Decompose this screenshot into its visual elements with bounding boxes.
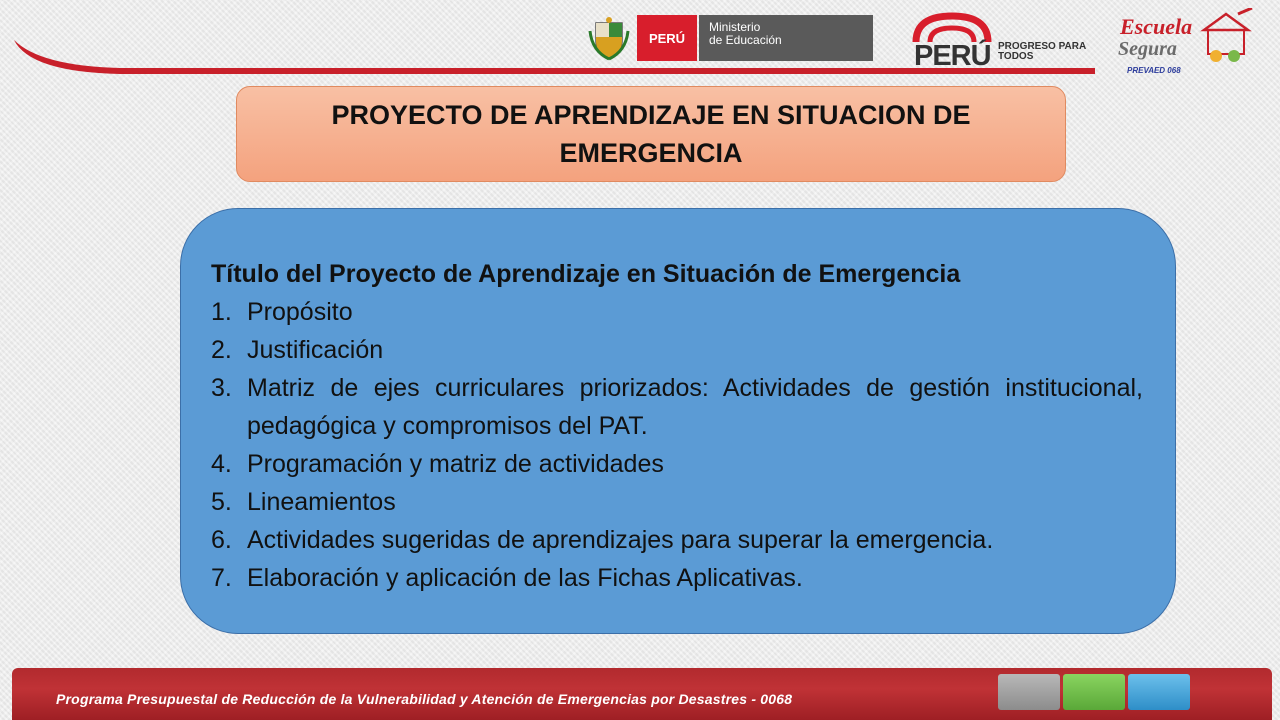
list-item-number: 1. [211, 298, 232, 326]
list-item [211, 293, 1143, 331]
list-item-text: Elaboración y aplicación de las Fichas Aplicativas. [247, 564, 803, 592]
list-item-text: Programación y matriz de actividades [247, 450, 664, 478]
peru-progreso-big-text: PERÚ [914, 40, 991, 72]
list-item-text: Actividades sugeridas de aprendizajes para superar la emergencia. [247, 526, 994, 554]
list-item [211, 445, 1143, 483]
list-item-number: 2. [211, 336, 232, 364]
peru-coat-of-arms-icon [588, 17, 630, 61]
list-item-text: Justificación [247, 336, 384, 364]
segura-text: Segura [1118, 38, 1177, 60]
content-panel [180, 208, 1176, 634]
list-item-number: 6. [211, 526, 232, 554]
list-item [211, 559, 1143, 597]
footer-program-text: Programa Presupuestal de Reducción de la Vulnerabilidad y Atención de Emergencias por Desastres - 0068 [56, 691, 793, 707]
list-item [211, 483, 1143, 521]
ministerio-line1: Ministerio [709, 20, 761, 34]
list-item [211, 521, 1143, 559]
peru-logo: PERÚ [637, 15, 697, 61]
footer-green-tile [1063, 674, 1125, 710]
list-item-text: Lineamientos [247, 488, 396, 516]
list-item-number: 7. [211, 564, 232, 592]
prevaed-text: PREVAED 068 [1127, 66, 1181, 75]
escuela-text: Escuela [1120, 14, 1193, 39]
list-item [211, 369, 1143, 445]
list-item [211, 331, 1143, 369]
peru-progreso-small-text: PROGRESO PARA TODOS [998, 41, 1086, 62]
ministerio-line2: de Educación [709, 33, 782, 47]
content-heading: Título del Proyecto de Aprendizaje en Situación de Emergencia [211, 260, 961, 288]
list-item-number: 5. [211, 488, 232, 516]
project-sections-list [211, 293, 1143, 597]
list-item-number: 3. [211, 374, 232, 402]
list-item-text: Propósito [247, 298, 353, 326]
ministerio-educacion-logo [699, 15, 873, 61]
list-item-text: Matriz de ejes curriculares priorizados: Actividades de gestión institucional, pedagógica y compromisos del PAT. [247, 374, 1143, 440]
footer-blue-tile [1128, 674, 1190, 710]
footer-gray-tile [998, 674, 1060, 710]
list-item-number: 4. [211, 450, 232, 478]
slide-title: PROYECTO DE APRENDIZAJE EN SITUACION DE EMERGENCIA [236, 86, 1066, 182]
